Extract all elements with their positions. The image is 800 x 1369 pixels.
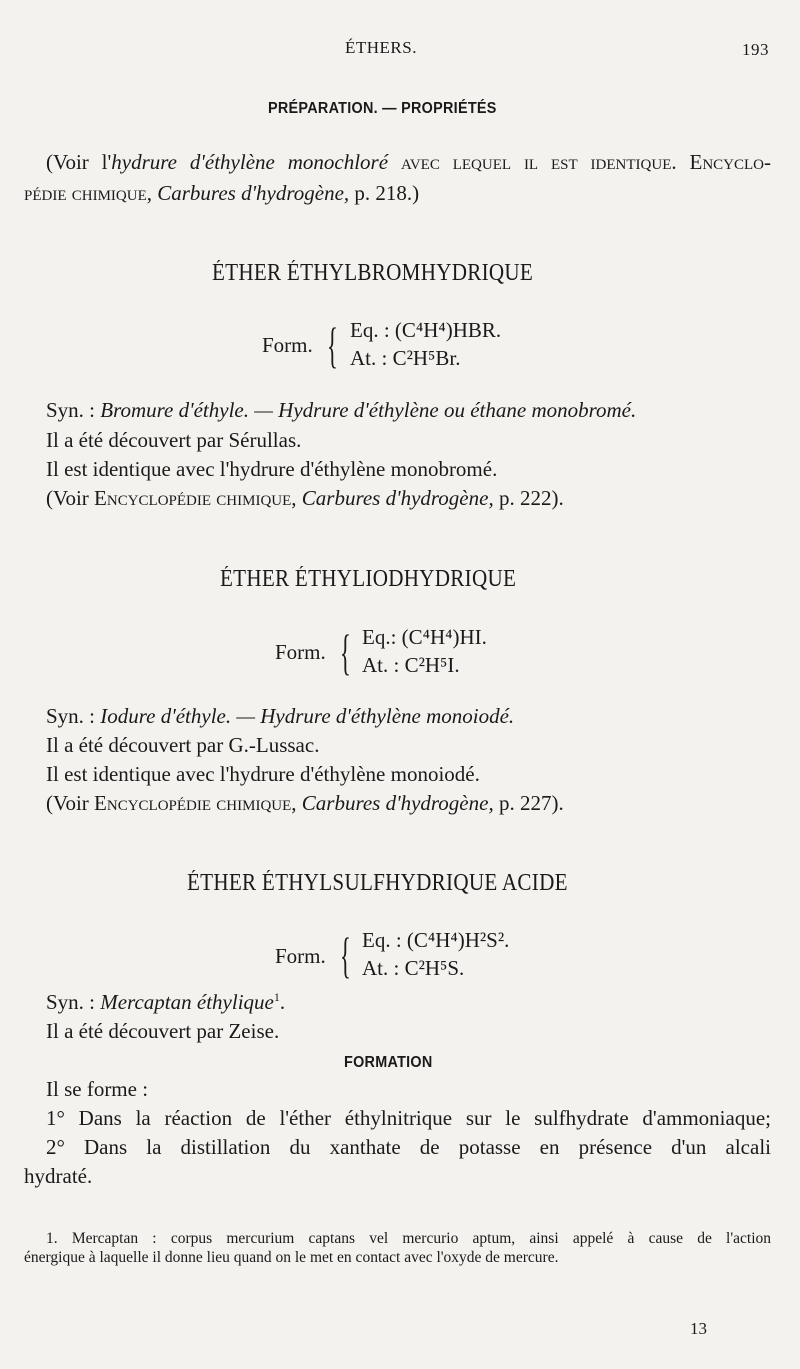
page-number: 193 (742, 40, 769, 59)
identity-line: Il est identique avec l'hydrure d'éthylène monoiodé. (46, 762, 480, 786)
formula-atomic: At. : C²H⁵S. (362, 956, 465, 980)
running-title: ÉTHERS. (345, 38, 417, 57)
heading-ether-ethylsulfhydrique-acide: ÉTHER ÉTHYLSULFHYDRIQUE ACIDE (187, 870, 568, 896)
footnote-line-1: 1. Mercaptan : corpus mercurium captans vel mercurio aptum, ainsi appelé à cause de l'action (46, 1230, 771, 1247)
intro-line-1: (Voir l'hydrure d'éthylène monochloré avec lequel il est identique. Encyclo- (46, 150, 771, 174)
heading-ether-ethylbromhydrique: ÉTHER ÉTHYLBROMHYDRIQUE (212, 260, 534, 286)
formula-label: Form. (275, 944, 326, 968)
heading-ether-ethyliodhydrique: ÉTHER ÉTHYLIODHYDRIQUE (220, 566, 517, 592)
footnote-marker: 1 (273, 990, 280, 1004)
identity-line: Il est identique avec l'hydrure d'éthylène monobromé. (46, 457, 498, 481)
formula-atomic: At. : C²H⁵Br. (350, 346, 461, 370)
signature-mark: 13 (690, 1319, 707, 1338)
formation-intro: Il se forme : (46, 1077, 149, 1101)
formula-equivalent: Eq. : (C⁴H⁴)HBR. (350, 318, 502, 342)
formula-atomic: At. : C²H⁵I. (362, 653, 460, 677)
formula-label: Form. (262, 333, 313, 357)
formula-equivalent: Eq.: (C⁴H⁴)HI. (362, 625, 487, 649)
synonyms: Syn. : Iodure d'éthyle. — Hydrure d'éthylène monoiodé. (46, 704, 515, 728)
formation-item-2: 2° Dans la distillation du xanthate de potasse en présence d'un alcali (46, 1135, 771, 1159)
brace: { (340, 624, 351, 680)
formation-item-2-cont: hydraté. (24, 1164, 93, 1188)
synonyms: Syn. : Mercaptan éthylique$^1$. (46, 990, 286, 1014)
discovery-line: Il a été découvert par Zeise. (46, 1019, 280, 1043)
discovery-line: Il a été découvert par Sérullas. (46, 428, 302, 452)
intro-line-2: pédie chimique, Carbures d'hydrogène, p. 218.) (24, 181, 420, 205)
section-heading-preparation: PRÉPARATION. — PROPRIÉTÉS (268, 100, 497, 117)
synonyms: Syn. : Bromure d'éthyle. — Hydrure d'éthylène ou éthane monobromé. (46, 398, 637, 422)
formation-item-1: 1° Dans la réaction de l'éther éthylnitrique sur le sulfhydrate d'ammoniaque; (46, 1106, 771, 1130)
reference-line: (Voir Encyclopédie chimique, Carbures d'hydrogène, p. 222). (46, 486, 564, 510)
reference-line: (Voir Encyclopédie chimique, Carbures d'hydrogène, p. 227). (46, 791, 564, 815)
brace: { (327, 317, 338, 373)
footnote-line-2: énergique à laquelle il donne lieu quand on le met en contact avec l'oxyde de mercure. (24, 1249, 559, 1266)
formula-label: Form. (275, 640, 326, 664)
discovery-line: Il a été découvert par G.-Lussac. (46, 733, 320, 757)
brace: { (340, 927, 351, 983)
formula-equivalent: Eq. : (C⁴H⁴)H²S². (362, 928, 510, 952)
section-heading-formation: FORMATION (344, 1054, 433, 1071)
